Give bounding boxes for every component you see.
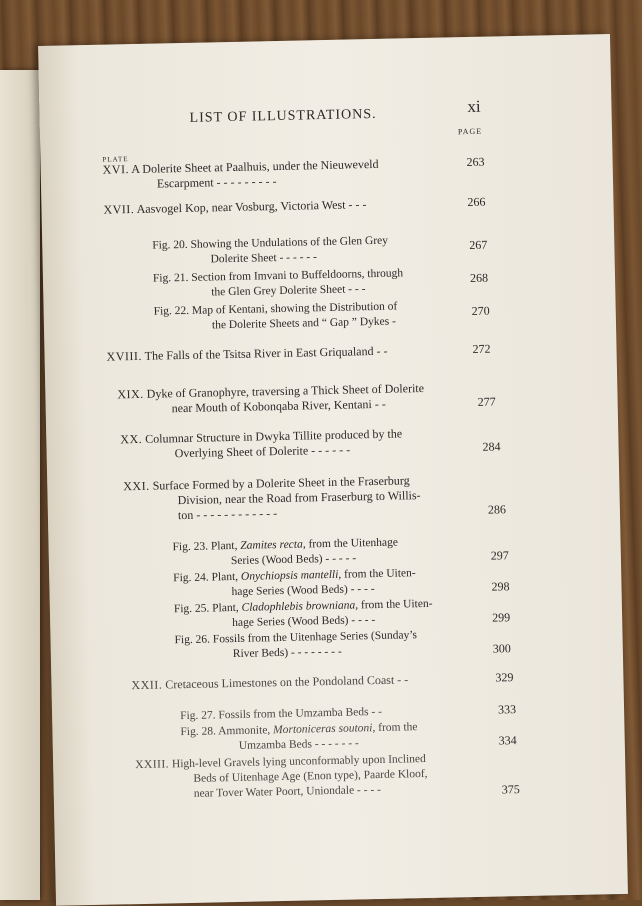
figure-number: Fig. 23. bbox=[172, 540, 209, 554]
figure-number: Fig. 26. bbox=[174, 633, 211, 647]
page-ref: 263 bbox=[466, 154, 485, 170]
page-ref: 286 bbox=[487, 502, 507, 517]
figure-number: Fig. 24. bbox=[173, 571, 209, 585]
entry-line: near Mouth of Kobonqaba River, Kentani - - bbox=[171, 396, 386, 416]
page-ref: 299 bbox=[491, 610, 511, 625]
plate-number: XVII. bbox=[103, 202, 135, 217]
figure-number: Fig. 21. bbox=[152, 271, 189, 285]
plate-entry-xxii bbox=[131, 672, 408, 693]
entry-line: hage Series (Wood Beds) - - - - bbox=[231, 583, 375, 599]
entry-line: Umzamba Beds - - - - - - - bbox=[238, 737, 359, 752]
entry-line: Map of Kentani, showing the Distribution of bbox=[191, 300, 398, 317]
entry-line: the Glen Grey Dolerite Sheet - - - bbox=[211, 283, 366, 299]
page-ref: 298 bbox=[491, 579, 510, 594]
page-header bbox=[39, 94, 611, 137]
plate-entry-xx bbox=[120, 426, 402, 462]
entry-text-suffix: , from the Uiten- bbox=[355, 597, 433, 612]
plate-entry-xxi bbox=[123, 473, 421, 524]
page-ref: 297 bbox=[490, 548, 509, 563]
figure-number: Fig. 27. bbox=[180, 709, 216, 723]
page-ref: 284 bbox=[482, 439, 501, 454]
figure-number: Fig. 20. bbox=[152, 238, 188, 252]
entry-line: near Tover Water Poort, Uniondale - - - - bbox=[193, 783, 382, 800]
entry-line: Section from Imvani to Buffeldoorns, through bbox=[191, 267, 404, 284]
entry-line: Showing the Undulations of the Glen Grey bbox=[190, 234, 389, 251]
figure-entry-22 bbox=[154, 300, 398, 335]
entry-text-prefix: Ammonite, bbox=[218, 724, 274, 738]
entry-line: Escarpment - - - - - - - - - bbox=[156, 174, 277, 191]
entry-text-suffix: , from the Uitenhage bbox=[302, 536, 399, 551]
figure-number: Fig. 28. bbox=[180, 725, 217, 739]
entry-line: Series (Wood Beds) - - - - - bbox=[230, 552, 357, 568]
entry-line: A Dolerite Sheet at Paalhuis, under the Nieuweveld bbox=[131, 156, 379, 177]
entry-line: Beds of Uitenhage Age (Enon type), Paarde Kloof, bbox=[193, 767, 428, 785]
entry-line: River Beds) - - - - - - - - bbox=[232, 645, 342, 661]
figure-entry-25 bbox=[174, 597, 433, 632]
entry-line: Columnar Structure in Dwyka Tillite produced by the bbox=[145, 426, 403, 446]
page-ref: 272 bbox=[472, 341, 491, 356]
entry-line: High-level Gravels lying unconformably upon Inclined bbox=[171, 753, 426, 771]
page-ref: 266 bbox=[467, 194, 486, 210]
plate-entry-xviii bbox=[106, 344, 387, 365]
book-page bbox=[38, 34, 628, 906]
figure-number: Fig. 22. bbox=[153, 304, 190, 318]
entry-text-prefix: Plant, bbox=[211, 570, 242, 584]
entry-line: Overlying Sheet of Dolerite - - - - - - bbox=[174, 442, 351, 461]
page-ref: 270 bbox=[471, 303, 490, 318]
figure-entry-24 bbox=[173, 566, 416, 601]
plate-entry-xxiii bbox=[135, 752, 428, 803]
page-ref: 333 bbox=[497, 702, 517, 717]
entry-line: Dolerite Sheet - - - - - - bbox=[210, 251, 318, 266]
species-name: Cladophlebis browniana bbox=[241, 599, 356, 614]
species-name: Zamites recta bbox=[240, 538, 303, 552]
page-ref: 300 bbox=[492, 641, 511, 656]
species-name: Onychiopsis mantelli bbox=[240, 568, 339, 583]
figure-entry-21 bbox=[153, 266, 404, 301]
entry-text-suffix: , from the Uiten- bbox=[338, 567, 416, 581]
plate-number: XVI. bbox=[102, 162, 130, 177]
figure-number: Fig. 25. bbox=[173, 602, 210, 616]
entry-line: Aasvogel Kop, near Vosburg, Victoria West - - - bbox=[136, 197, 367, 216]
figure-entry-20 bbox=[152, 234, 388, 269]
entry-text-suffix: , from the bbox=[372, 721, 418, 735]
page-ref: 329 bbox=[495, 670, 514, 685]
page-ref: 267 bbox=[469, 237, 488, 252]
left-page-edge bbox=[0, 70, 40, 900]
page-ref: 375 bbox=[501, 782, 520, 797]
entry-line: ton - - - - - - - - - - - - bbox=[177, 506, 278, 523]
plate-number: XVIII. bbox=[106, 348, 143, 364]
plate-number: XXII. bbox=[131, 677, 163, 693]
plate-entry-xvi bbox=[103, 157, 380, 193]
page-ref: 277 bbox=[477, 394, 496, 409]
page-title: LIST OF ILLUSTRATIONS. bbox=[189, 106, 377, 126]
entry-line: Fossils from the Uitenhage Series (Sunday’s bbox=[212, 629, 418, 646]
page-number: xi bbox=[467, 96, 481, 117]
plate-entry-xvii bbox=[103, 197, 366, 218]
entry-line: The Falls of the Tsitsa River in East Griqualand - - bbox=[144, 343, 388, 363]
page-column-label: PAGE bbox=[457, 126, 483, 137]
plate-number: XXI. bbox=[123, 478, 150, 494]
entry-line: Division, near the Road from Fraserburg to Willis- bbox=[177, 488, 421, 508]
entry-line: Cretaceous Limestones on the Pondoland Coast - - bbox=[165, 672, 409, 692]
entry-line: hage Series (Wood Beds) - - - - bbox=[232, 614, 376, 630]
page-ref: 268 bbox=[469, 270, 489, 285]
entry-line: Dyke of Granophyre, traversing a Thick Sheet of Dolerite bbox=[146, 380, 425, 401]
entry-line: Surface Formed by a Dolerite Sheet in the Fraserburg bbox=[152, 473, 410, 493]
plate-number: XX. bbox=[120, 431, 143, 447]
entry-line: the Dolerite Sheets and “ Gap ” Dykes - bbox=[211, 315, 396, 332]
figure-entry-28 bbox=[180, 720, 418, 755]
plate-entry-xix bbox=[117, 381, 424, 417]
plate-number: XXIII. bbox=[135, 758, 170, 772]
entry-text-prefix: Plant, bbox=[212, 601, 242, 615]
figure-entry-23 bbox=[172, 536, 398, 571]
plate-number: XIX. bbox=[117, 386, 144, 402]
figure-entry-26 bbox=[174, 628, 417, 663]
plate-label: PLATE bbox=[102, 155, 129, 164]
entry-line: Fossils from the Umzamba Beds - - bbox=[218, 705, 383, 722]
entry-text-prefix: Plant, bbox=[210, 539, 241, 553]
page-ref: 334 bbox=[498, 733, 517, 748]
species-name: Mortoniceras soutoni bbox=[272, 722, 373, 737]
